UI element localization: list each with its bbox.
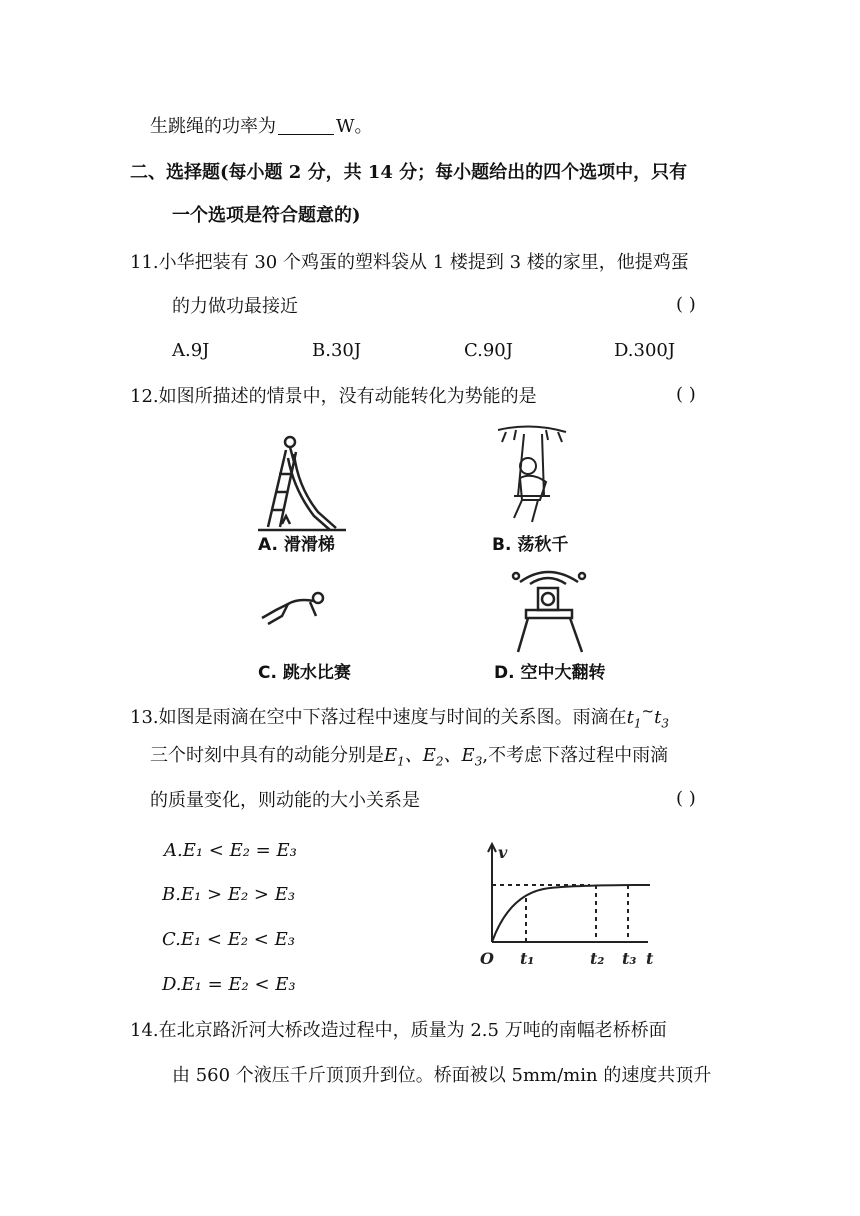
velocity-time-graph [480,842,680,972]
t1-symbol: $t_1$ [626,707,642,731]
q10-text: 生跳绳的功率为 [150,116,276,137]
q11-option-c: C.90J [464,340,513,361]
answer-blank [278,116,334,135]
caption-b: B. 荡秋千 [492,535,569,555]
t2-label: t₂ [590,949,605,968]
swing-illustration [492,426,572,526]
caption-a: A. 滑滑梯 [258,535,335,555]
q10-unit: W。 [336,116,373,137]
q10-tail [150,114,373,140]
q13-line2 [150,743,668,775]
q13-option-b: B.E₁ > E₂ > E₃ [162,884,296,905]
caption-d: D. 空中大翻转 [494,663,606,683]
v-label: v [498,843,508,862]
t3-label: t₃ [622,949,637,968]
q13-option-c: C.E₁ < E₂ < E₃ [162,929,295,950]
q13-option-a: A.E₁ < E₂ = E₃ [164,840,297,861]
q11-line1: 11.小华把装有 30 个鸡蛋的塑料袋从 1 楼提到 3 楼的家里，他提鸡蛋 [130,252,689,273]
q11-option-a: A.9J [172,340,210,361]
q13-line2-tail: ,不考虑下落过程中雨滴 [482,745,669,766]
q12-answer-paren: ( ) [676,384,696,405]
q13-line3: 的质量变化，则动能的大小关系是 [150,790,420,811]
energy-symbols: $E_1$、$E_2$、$E_3$ [384,745,483,769]
caption-c: C. 跳水比赛 [258,663,351,683]
tilde: ~ [641,702,655,720]
section-heading-line1: 二、选择题(每小题 2 分，共 14 分；每小题给出的四个选项中，只有 [130,162,688,183]
q11-option-b: B.30J [312,340,362,361]
q13-option-d: D.E₁ = E₂ < E₃ [162,974,296,995]
q11-option-d: D.300J [614,340,676,361]
q13-answer-paren: ( ) [676,788,696,809]
t-label: t [646,949,654,968]
q11-line2: 的力做功最接近 [172,296,298,317]
section-heading-line2: 一个选项是符合题意的) [172,205,361,226]
q11-answer-paren: ( ) [676,294,696,315]
diving-illustration [258,588,328,628]
t3-symbol: $t_3$ [654,707,669,731]
flip-illustration [512,566,592,654]
q14-line1: 14.在北京路沂河大桥改造过程中，质量为 2.5 万吨的南幅老桥桥面 [130,1020,667,1041]
t1-letter: t [626,707,634,728]
t1-label: t₁ [520,949,535,968]
q14-line2: 由 560 个液压千斤顶顶升到位。桥面被以 5mm/min 的速度共顶升 [172,1065,712,1086]
q12-line1: 12.如图所描述的情景中，没有动能转化为势能的是 [130,386,537,407]
q13-line1 [130,698,669,737]
velocity-curve [492,885,650,942]
q13-line2-text: 三个时刻中具有的动能分别是 [150,745,384,766]
q13-line1-text: 13.如图是雨滴在空中下落过程中速度与时间的关系图。雨滴在 [130,707,627,728]
origin-label: O [480,949,494,968]
slide-illustration [258,432,348,532]
